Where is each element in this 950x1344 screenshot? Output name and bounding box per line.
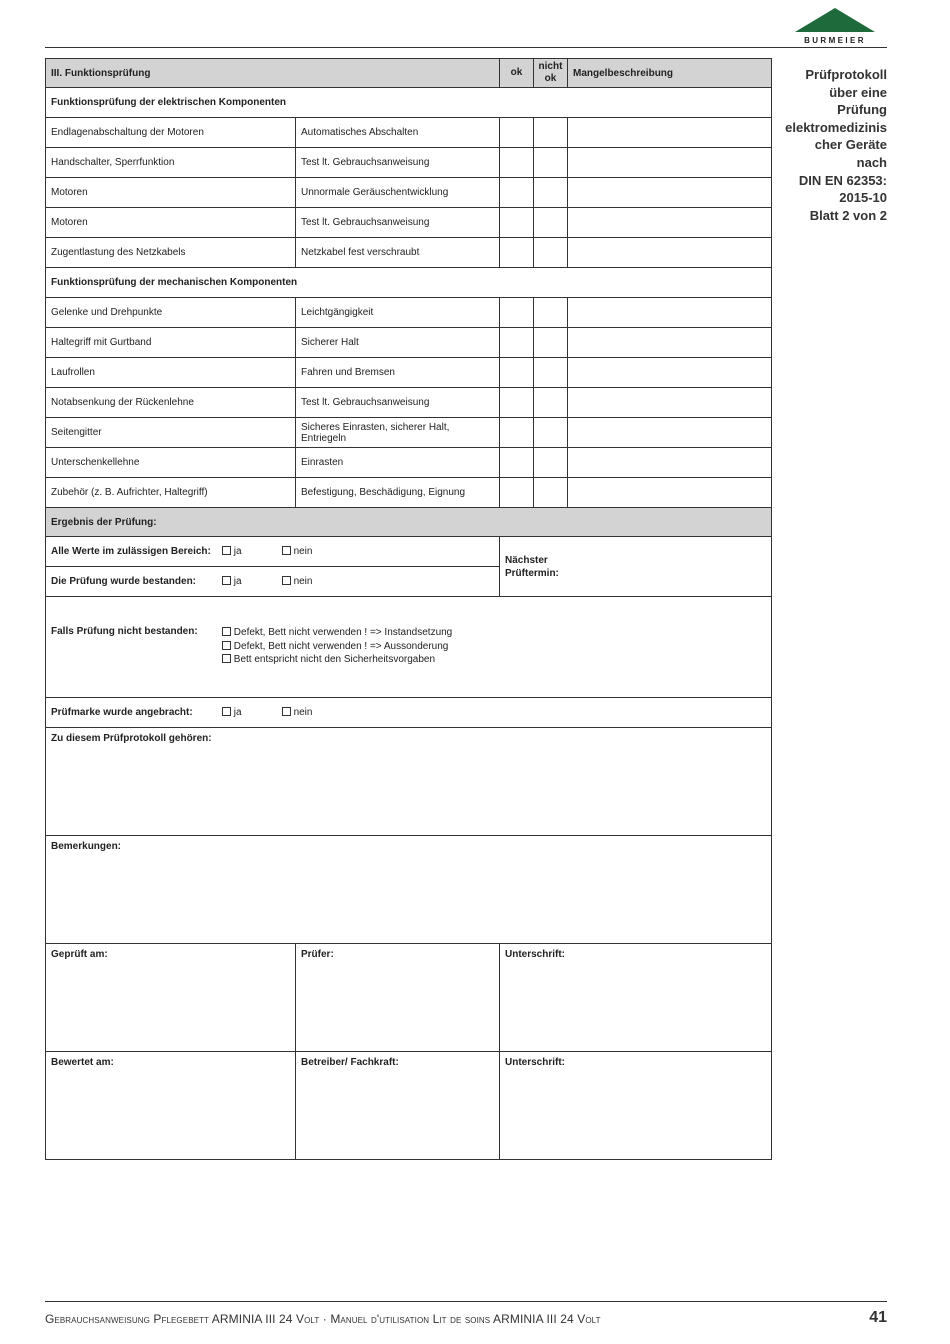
checkbox-icon[interactable] (282, 576, 291, 585)
remarks-field[interactable]: Bemerkungen: (46, 836, 772, 944)
tester-field[interactable]: Prüfer: (296, 944, 500, 1052)
table-row (46, 418, 772, 448)
yes-label: ja (233, 546, 242, 557)
check-item: Endlagenabschaltung der Motoren (46, 118, 296, 148)
values-yes-option[interactable] (222, 546, 279, 557)
operator-signature-field[interactable]: Unterschrift: (500, 1052, 772, 1160)
table-row (46, 178, 772, 208)
table-row (46, 328, 772, 358)
failed-options (222, 626, 452, 667)
check-test: Test lt. Gebrauchsanweisung (296, 208, 500, 238)
not-ok-cell[interactable] (534, 208, 568, 238)
defect-description-cell[interactable] (568, 478, 772, 508)
defect-description-cell[interactable] (568, 148, 772, 178)
table-row (46, 358, 772, 388)
checkbox-icon[interactable] (282, 707, 291, 716)
belongs-field[interactable]: Zu diesem Prüfprotokoll gehören: (46, 728, 772, 836)
failed-row (46, 597, 772, 698)
check-test: Fahren und Bremsen (296, 358, 500, 388)
ok-cell[interactable] (500, 388, 534, 418)
check-test: Befestigung, Beschädigung, Eignung (296, 478, 500, 508)
header-not-ok-line2: ok (544, 73, 557, 84)
not-ok-cell[interactable] (534, 478, 568, 508)
table-row (46, 298, 772, 328)
ok-cell[interactable] (500, 328, 534, 358)
defect-description-cell[interactable] (568, 238, 772, 268)
not-ok-cell[interactable] (534, 448, 568, 478)
rated-row (46, 1052, 772, 1160)
not-ok-cell[interactable] (534, 328, 568, 358)
check-test: Sicheres Einrasten, sicherer Halt, Entriegeln (296, 418, 500, 448)
mark-row (46, 698, 772, 728)
defect-description-cell[interactable] (568, 448, 772, 478)
failed-option-repair[interactable] (222, 626, 452, 640)
passed-yes-option[interactable] (222, 576, 279, 587)
header-rule (45, 47, 887, 48)
no-label: nein (293, 546, 313, 557)
checkbox-icon[interactable] (222, 641, 231, 650)
ok-cell[interactable] (500, 478, 534, 508)
check-item: Zubehör (z. B. Aufrichter, Haltegriff) (46, 478, 296, 508)
check-item: Notabsenkung der Rückenlehne (46, 388, 296, 418)
tested-row (46, 944, 772, 1052)
side-title-line: DIN EN 62353: (798, 172, 887, 188)
checkbox-icon[interactable] (222, 546, 231, 555)
yes-label: ja (233, 576, 242, 587)
side-title-line: cher Geräte (814, 137, 887, 153)
ok-cell[interactable] (500, 178, 534, 208)
check-test: Sicherer Halt (296, 328, 500, 358)
check-item: Haltegriff mit Gurtband (46, 328, 296, 358)
side-title-line: nach (856, 154, 887, 170)
ok-cell[interactable] (500, 148, 534, 178)
ok-cell[interactable] (500, 298, 534, 328)
logo-roof-icon (795, 8, 875, 36)
defect-description-cell[interactable] (568, 208, 772, 238)
table-row (46, 448, 772, 478)
checkbox-icon[interactable] (222, 627, 231, 636)
check-test: Automatisches Abschalten (296, 118, 500, 148)
failed-option-label: Defekt, Bett nicht verwenden ! => Aussonderung (233, 640, 449, 652)
check-item: Handschalter, Sperrfunktion (46, 148, 296, 178)
not-ok-cell[interactable] (534, 388, 568, 418)
side-title-line: Blatt 2 von 2 (809, 207, 887, 223)
ok-cell[interactable] (500, 418, 534, 448)
mark-cell (46, 698, 772, 728)
footer-text: Gebrauchsanweisung Pflegebett ARMINIA III 24 Volt · Manuel d'utilisation Lit de soins ARMINIA III 24 Volt (45, 1312, 601, 1326)
failed-cell (46, 597, 772, 698)
not-ok-cell[interactable] (534, 298, 568, 328)
mark-no-option[interactable] (282, 707, 313, 718)
side-title-line: über eine (829, 84, 887, 100)
checkbox-icon[interactable] (222, 576, 231, 585)
check-test: Test lt. Gebrauchsanweisung (296, 148, 500, 178)
check-item: Motoren (46, 208, 296, 238)
failed-option-safety[interactable] (222, 653, 435, 667)
result-header-row (46, 508, 772, 537)
no-label: nein (293, 576, 313, 587)
check-item: Seitengitter (46, 418, 296, 448)
header-ok: ok (500, 59, 534, 88)
check-test: Einrasten (296, 448, 500, 478)
not-ok-cell[interactable] (534, 178, 568, 208)
next-date-label-2: Prüftermin: (505, 567, 559, 579)
side-title-line: elektromedizinis (785, 119, 887, 135)
defect-description-cell[interactable] (568, 328, 772, 358)
mark-yes-option[interactable] (222, 707, 279, 718)
ok-cell[interactable] (500, 208, 534, 238)
side-title-line: Prüfprotokoll (805, 67, 887, 82)
document-side-title (780, 66, 887, 224)
yes-label: ja (233, 707, 242, 718)
defect-description-cell[interactable] (568, 418, 772, 448)
check-item: Laufrollen (46, 358, 296, 388)
check-test: Netzkabel fest verschraubt (296, 238, 500, 268)
header-not-ok (534, 59, 568, 88)
check-test: Test lt. Gebrauchsanweisung (296, 388, 500, 418)
table-row (46, 478, 772, 508)
header-title: III. Funktionsprüfung (46, 59, 500, 88)
not-ok-cell[interactable] (534, 358, 568, 388)
page-number: 41 (869, 1309, 887, 1326)
defect-description-cell[interactable] (568, 298, 772, 328)
check-item: Gelenke und Drehpunkte (46, 298, 296, 328)
inspection-table (45, 58, 772, 1160)
section-row-mechanic (46, 268, 772, 298)
check-test: Leichtgängigkeit (296, 298, 500, 328)
checkbox-icon[interactable] (282, 546, 291, 555)
values-label: Alle Werte im zulässigen Bereich: (51, 546, 211, 557)
ok-cell[interactable] (500, 358, 534, 388)
passed-cell (46, 567, 500, 597)
passed-no-option[interactable] (282, 576, 313, 587)
table-row (46, 118, 772, 148)
not-ok-cell[interactable] (534, 238, 568, 268)
side-title-line: Prüfung (837, 102, 887, 118)
checkbox-icon[interactable] (222, 707, 231, 716)
table-row (46, 208, 772, 238)
footer-rule (45, 1301, 887, 1302)
rated-on-field[interactable]: Bewertet am: (46, 1052, 296, 1160)
table-header-row (46, 59, 772, 88)
result-label: Ergebnis der Prüfung: (46, 508, 772, 537)
check-item: Unterschenkellehne (46, 448, 296, 478)
not-ok-cell[interactable] (534, 418, 568, 448)
tester-signature-field[interactable]: Unterschrift: (500, 944, 772, 1052)
failed-option-discard[interactable] (222, 640, 449, 654)
values-row (46, 537, 772, 567)
next-date-label-1: Nächster (505, 554, 548, 566)
failed-option-label: Defekt, Bett nicht verwenden ! => Instandsetzung (233, 627, 453, 638)
defect-description-cell[interactable] (568, 178, 772, 208)
values-no-option[interactable] (282, 546, 313, 557)
ok-cell[interactable] (500, 448, 534, 478)
section-row-electric (46, 88, 772, 118)
section-title: Funktionsprüfung der mechanischen Komponenten (46, 268, 772, 298)
side-title-line: 2015-10 (839, 190, 887, 206)
table-row (46, 148, 772, 178)
next-date-cell[interactable] (500, 537, 772, 597)
not-ok-cell[interactable] (534, 118, 568, 148)
no-label: nein (293, 707, 313, 718)
check-test: Unnormale Geräuschentwicklung (296, 178, 500, 208)
header-not-ok-line1: nicht (538, 61, 563, 72)
operator-field[interactable]: Betreiber/ Fachkraft: (296, 1052, 500, 1160)
defect-description-cell[interactable] (568, 358, 772, 388)
not-ok-cell[interactable] (534, 148, 568, 178)
check-item: Zugentlastung des Netzkabels (46, 238, 296, 268)
ok-cell[interactable] (500, 118, 534, 148)
failed-label: Falls Prüfung nicht bestanden: (51, 626, 198, 637)
defect-description-cell[interactable] (568, 118, 772, 148)
values-cell (46, 537, 500, 567)
belongs-row (46, 728, 772, 836)
remarks-row (46, 836, 772, 944)
header-description: Mangelbeschreibung (568, 59, 772, 88)
check-item: Motoren (46, 178, 296, 208)
failed-option-label: Bett entspricht nicht den Sicherheitsvorgaben (233, 654, 436, 665)
defect-description-cell[interactable] (568, 388, 772, 418)
logo-text: BURMEIER (804, 36, 866, 45)
passed-label: Die Prüfung wurde bestanden: (51, 576, 197, 587)
burmeier-logo (795, 8, 875, 48)
ok-cell[interactable] (500, 238, 534, 268)
mark-label: Prüfmarke wurde angebracht: (51, 707, 193, 718)
table-row (46, 388, 772, 418)
checkbox-icon[interactable] (222, 654, 231, 663)
tested-on-field[interactable]: Geprüft am: (46, 944, 296, 1052)
table-row (46, 238, 772, 268)
section-title: Funktionsprüfung der elektrischen Komponenten (46, 88, 772, 118)
